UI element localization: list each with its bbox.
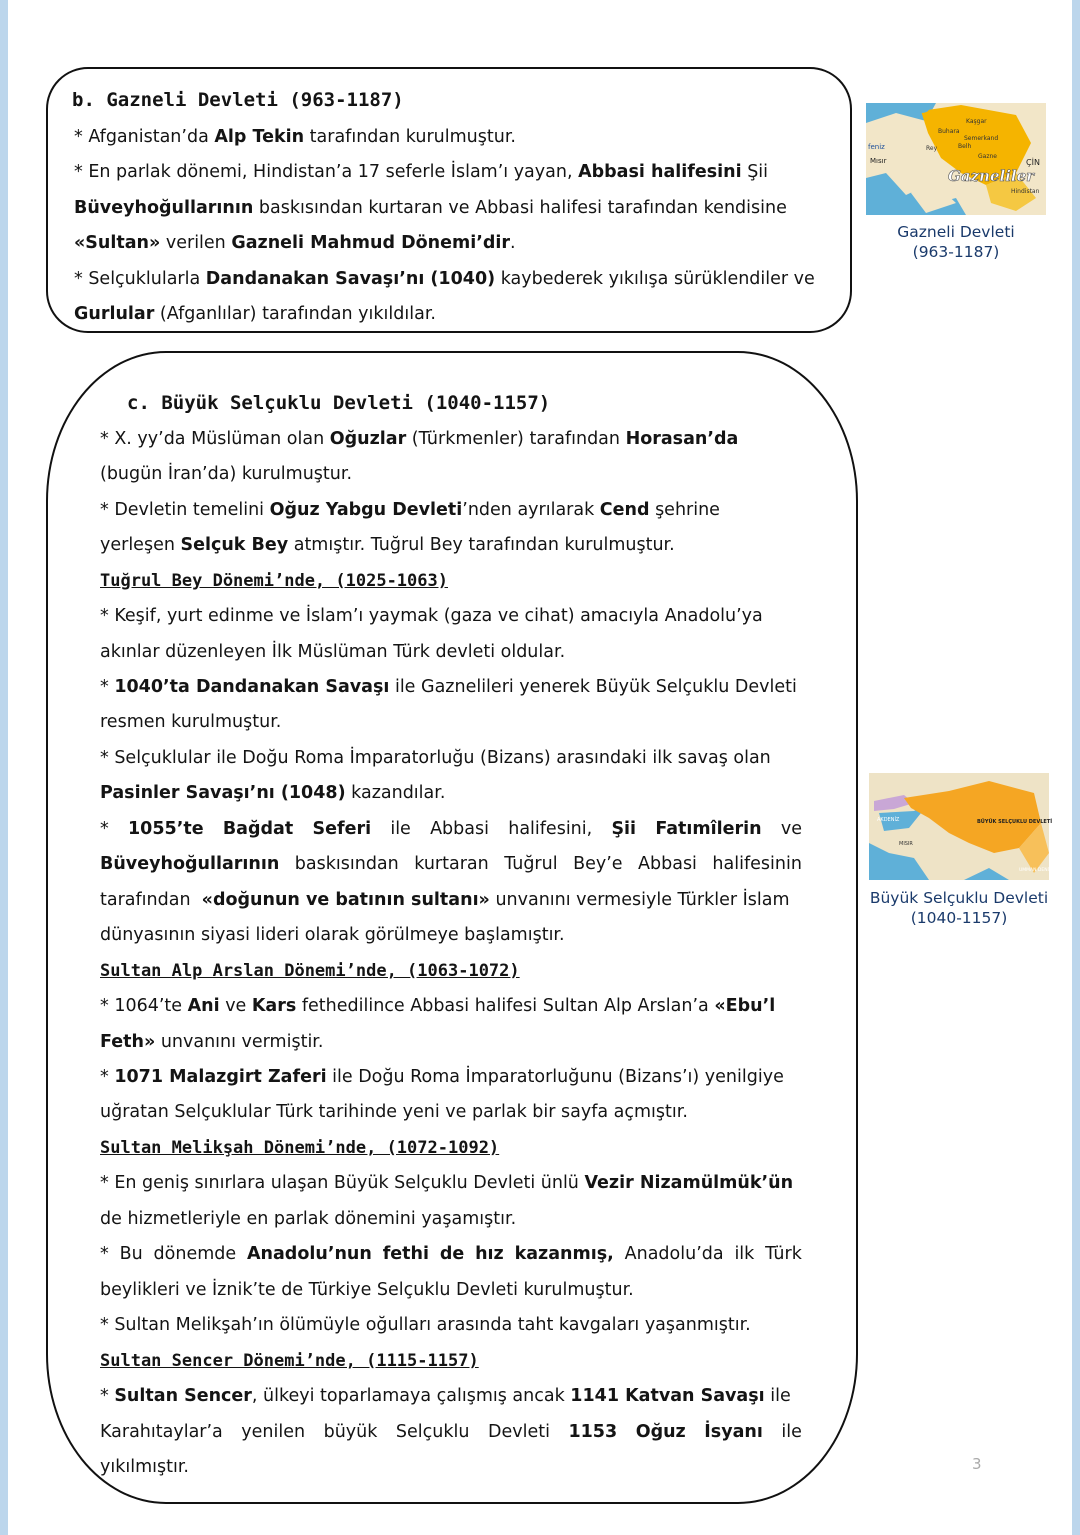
selcuklu-line-4: yerleşen Selçuk Bey atmıştır. Tuğrul Bey tarafından kurulmuştur. xyxy=(100,535,675,555)
subheading-sencer: Sultan Sencer Dönemi’nde, (1115-1157) xyxy=(100,1351,479,1371)
selcuklu-line-8: resmen kurulmuştur. xyxy=(100,712,282,732)
selcuklu-line-5: * Keşif, yurt edinme ve İslam’ı yaymak (gaza ve cihat) amacıyla Anadolu’ya xyxy=(100,606,763,626)
selcuklu-line-14: dünyasının siyasi lideri olarak görülmeye başlamıştır. xyxy=(100,925,565,945)
selcuklu-map-graphic xyxy=(869,773,1054,880)
gazneli-map-label: Hindistan xyxy=(1011,188,1040,195)
selcuklu-map xyxy=(869,773,1054,880)
gazneli-line-1: * Afganistan’da Alp Tekin tarafından kurulmuştur. xyxy=(74,127,516,147)
selcuklu-line-1: * X. yy’da Müslüman olan Oğuzlar (Türkmenler) tarafından Horasan’da xyxy=(100,429,739,449)
page-number: 3 xyxy=(972,1455,982,1473)
gazneli-map xyxy=(866,103,1046,215)
subheading-tugrul-bey: Tuğrul Bey Dönemi’nde, (1025-1063) xyxy=(100,571,448,591)
selcuklu-line-15: * 1064’te Ani ve Kars fethedilince Abbasi halifesi Sultan Alp Arslan’a «Ebu’l xyxy=(100,996,776,1016)
gazneli-line-4: «Sultan» verilen Gazneli Mahmud Dönemi’dir. xyxy=(74,233,516,253)
gazneli-map-label: Rey xyxy=(926,145,938,152)
selcuklu-line-25: Karahıtaylar’a yenilen büyük Selçuklu Devleti 1153 Oğuz İsyanı ile xyxy=(100,1422,802,1442)
gazneli-line-6: Gurlular (Afganlılar) tarafından yıkıldılar. xyxy=(74,304,436,324)
gazneli-map-label: Mısır xyxy=(870,157,887,165)
selcuklu-line-26: yıkılmıştır. xyxy=(100,1457,189,1477)
gazneli-map-label: Kaşgar xyxy=(966,118,987,125)
selcuklu-line-18: uğratan Selçuklular Türk tarihinde yeni ve parlak bir sayfa açmıştır. xyxy=(100,1102,688,1122)
gazneli-map-graphic xyxy=(866,103,1046,215)
gazneli-map-label: Buhara xyxy=(938,128,960,135)
subheading-alp-arslan: Sultan Alp Arslan Dönemi’nde, (1063-1072) xyxy=(100,961,520,981)
selcuklu-line-10: Pasinler Savaşı’nı (1048) kazandılar. xyxy=(100,783,446,803)
selcuklu-map-label: UMMAN DENİZİ xyxy=(1019,868,1054,873)
gazneli-map-label: Gazne xyxy=(978,153,997,160)
selcuklu-line-11: * 1055’te Bağdat Seferi ile Abbasi halifesini, Şii Fatımîlerin ve xyxy=(100,819,802,839)
selcuklu-map-label: AKDENİZ xyxy=(877,817,900,823)
selcuklu-line-22: beylikleri ve İznik’te de Türkiye Selçuklu Devleti kurulmuştur. xyxy=(100,1280,634,1300)
selcuklu-line-21: * Bu dönemde Anadolu’nun fethi de hız kazanmış, Anadolu’da ilk Türk xyxy=(100,1244,802,1264)
gazneli-map-caption: Gazneli Devleti (963-1187) xyxy=(897,223,1015,261)
gazneli-map-label: ÇİN xyxy=(1026,158,1040,167)
gazneli-line-2: * En parlak dönemi, Hindistan’a 17 seferle İslam’ı yayan, Abbasi halifesini Şii xyxy=(74,162,769,182)
selcuklu-line-17: * 1071 Malazgirt Zaferi ile Doğu Roma İmparatorluğunu (Bizans’ı) yenilgiye xyxy=(100,1067,784,1087)
selcuklu-line-16: Feth» unvanını vermiştir. xyxy=(100,1032,324,1052)
selcuklu-map-label: MISIR xyxy=(899,841,913,847)
gazneli-heading: b. Gazneli Devleti (963-1187) xyxy=(72,89,404,111)
selcuklu-line-13: tarafından «doğunun ve batının sultanı» unvanını vermesiyle Türkler İslam xyxy=(100,890,790,910)
selcuklu-line-6: akınlar düzenleyen İlk Müslüman Türk devleti oldular. xyxy=(100,642,566,662)
selcuklu-map-label: BÜYÜK SELÇUKLU DEVLETİ xyxy=(977,819,1053,825)
selcuklu-line-9: * Selçuklular ile Doğu Roma İmparatorluğu (Bizans) arasındaki ilk savaş olan xyxy=(100,748,771,768)
selcuklu-map-caption: Büyük Selçuklu Devleti (1040-1157) xyxy=(869,889,1049,927)
gazneli-map-title: Gazneliler xyxy=(948,167,1035,185)
selcuklu-line-24: * Sultan Sencer, ülkeyi toparlamaya çalışmış ancak 1141 Katvan Savaşı ile xyxy=(100,1386,791,1406)
selcuklu-heading: c. Büyük Selçuklu Devleti (1040-1157) xyxy=(127,392,551,414)
subheading-meliksah: Sultan Melikşah Dönemi’nde, (1072-1092) xyxy=(100,1138,500,1158)
selcuklu-line-19: * En geniş sınırlara ulaşan Büyük Selçuklu Devleti ünlü Vezir Nizamülmük’ün xyxy=(100,1173,794,1193)
gazneli-line-5: * Selçuklularla Dandanakan Savaşı’nı (1040) kaybederek yıkılışa sürüklendiler ve xyxy=(74,269,815,289)
selcuklu-line-20: de hizmetleriyle en parlak dönemini yaşamıştır. xyxy=(100,1209,517,1229)
gazneli-line-3: Büveyhoğullarının baskısından kurtaran ve Abbasi halifesi tarafından kendisine xyxy=(74,198,787,218)
gazneli-map-label: Semerkand xyxy=(964,135,999,142)
selcuklu-line-23: * Sultan Melikşah’ın ölümüyle oğulları arasında taht kavgaları yaşanmıştır. xyxy=(100,1315,751,1335)
selcuklu-line-12: Büveyhoğullarının baskısından kurtaran Tuğrul Bey’e Abbasi halifesinin xyxy=(100,854,802,874)
gazneli-map-label: feniz xyxy=(868,143,885,151)
selcuklu-line-7: * 1040’ta Dandanakan Savaşı ile Gaznelileri yenerek Büyük Selçuklu Devleti xyxy=(100,677,797,697)
selcuklu-line-3: * Devletin temelini Oğuz Yabgu Devleti’nden ayrılarak Cend şehrine xyxy=(100,500,720,520)
gazneli-map-label: Belh xyxy=(958,143,972,150)
selcuklu-line-2: (bugün İran’da) kurulmuştur. xyxy=(100,464,353,484)
